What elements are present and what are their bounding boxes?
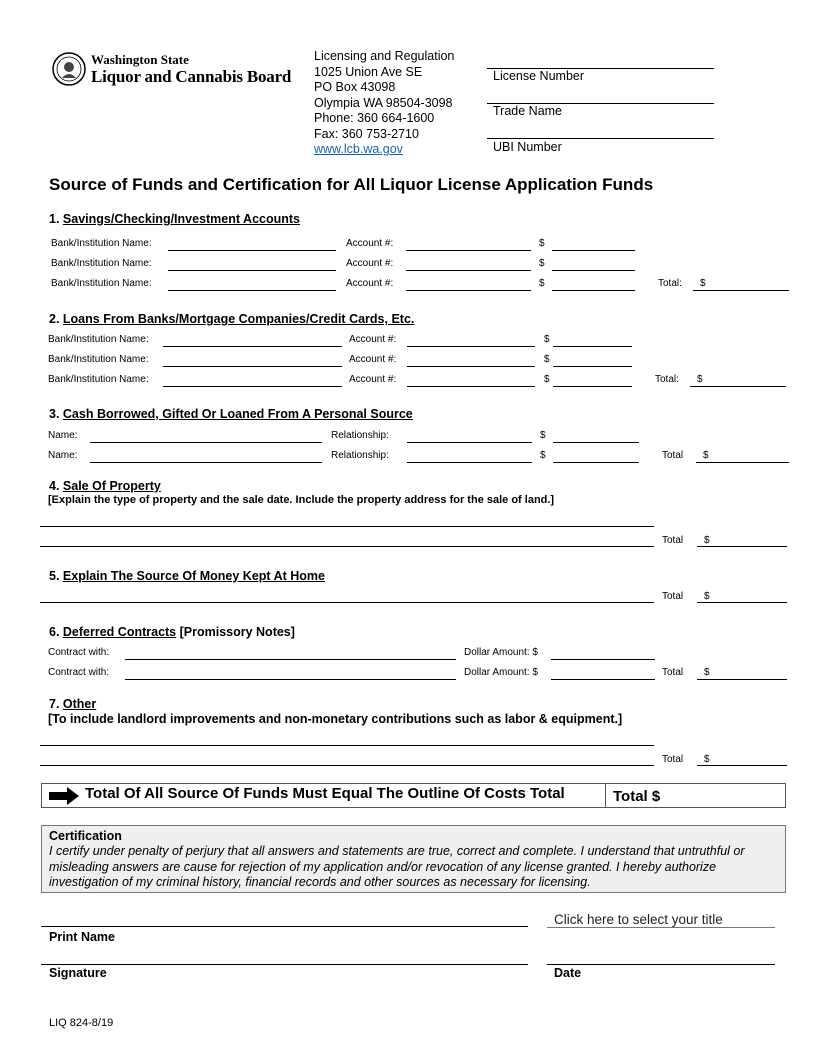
amount-input[interactable] bbox=[553, 372, 632, 387]
section-number: 6. bbox=[49, 625, 63, 639]
license-number-input[interactable] bbox=[487, 54, 714, 69]
total-label: Total: bbox=[658, 278, 682, 289]
dollar-label: $ bbox=[539, 238, 545, 249]
state-seal-icon bbox=[52, 52, 86, 86]
print-name-label: Print Name bbox=[49, 930, 115, 944]
amount-input[interactable] bbox=[552, 276, 635, 291]
dollar-label: $ bbox=[544, 374, 550, 385]
account-label: Account #: bbox=[346, 238, 394, 249]
property-description-input[interactable] bbox=[40, 532, 654, 547]
name-label: Name: bbox=[48, 430, 78, 441]
address-line: Olympia WA 98504-3098 bbox=[314, 95, 453, 110]
title-select-placeholder: Click here to select your title bbox=[554, 912, 723, 927]
name-label: Name: bbox=[48, 450, 78, 461]
dollar-label: $ bbox=[539, 278, 545, 289]
section-1-heading bbox=[49, 212, 300, 226]
section-3-heading bbox=[49, 407, 413, 421]
relationship-label: Relationship: bbox=[331, 450, 389, 461]
account-number-input[interactable] bbox=[406, 236, 531, 251]
dollar-amount-input[interactable] bbox=[551, 665, 655, 680]
contract-with-label: Contract with: bbox=[48, 667, 110, 678]
contract-with-input[interactable] bbox=[125, 665, 456, 680]
amount-input[interactable] bbox=[552, 236, 635, 251]
logo-line1: Washington State bbox=[91, 52, 189, 67]
section-6-total-input[interactable] bbox=[697, 665, 787, 680]
address-line: Fax: 360 753-2710 bbox=[314, 126, 419, 141]
website-link[interactable]: www.lcb.wa.gov bbox=[314, 142, 403, 156]
amount-input[interactable] bbox=[553, 448, 639, 463]
section-4-heading bbox=[49, 479, 161, 493]
section-number: 1. bbox=[49, 212, 63, 226]
date-label: Date bbox=[554, 966, 582, 980]
print-name-input[interactable] bbox=[41, 912, 528, 927]
account-label: Account #: bbox=[349, 354, 397, 365]
bank-name-input[interactable] bbox=[168, 236, 336, 251]
section-number: 3. bbox=[49, 407, 63, 421]
lender-name-input[interactable] bbox=[90, 428, 322, 443]
section-number: 4. bbox=[49, 479, 63, 493]
bank-label: Bank/Institution Name: bbox=[48, 354, 149, 365]
certification-text: I certify under penalty of perjury that all answers and statements are true, correct and complete. I understand that untruthful or misleading answers are cause for rejection of my application and/or revocation of any license granted. I hereby authorize investigation of my criminal history, financial records and other sources as necessary for licensing. bbox=[49, 844, 745, 889]
section-number: 5. bbox=[49, 569, 63, 583]
section-7-total-input[interactable] bbox=[697, 751, 787, 766]
address-line: Phone: 360 664-1600 bbox=[314, 111, 435, 125]
account-label: Account #: bbox=[346, 258, 394, 269]
total-dollar-label: $ bbox=[697, 374, 703, 385]
account-number-input[interactable] bbox=[407, 372, 535, 387]
trade-name-input[interactable] bbox=[487, 89, 714, 104]
section-2-heading bbox=[49, 312, 414, 326]
ubi-number-label: UBI Number bbox=[493, 140, 562, 154]
date-input[interactable] bbox=[547, 950, 775, 965]
section-number: 2. bbox=[49, 312, 63, 326]
bank-name-input[interactable] bbox=[163, 332, 342, 347]
property-description-input[interactable] bbox=[40, 512, 654, 527]
grand-total-label: Total $ bbox=[613, 788, 661, 805]
money-at-home-input[interactable] bbox=[40, 588, 654, 603]
contract-with-label: Contract with: bbox=[48, 647, 110, 658]
dollar-label: $ bbox=[544, 354, 550, 365]
section-2-total-input[interactable] bbox=[690, 372, 786, 387]
address-line: Licensing and Regulation bbox=[314, 49, 455, 63]
dollar-amount-input[interactable] bbox=[551, 645, 655, 660]
bank-label: Bank/Institution Name: bbox=[48, 374, 149, 385]
total-dollar-label: $ bbox=[700, 278, 706, 289]
section-4-note: [Explain the type of property and the sale date. Include the property address for the sale of land.] bbox=[48, 494, 555, 506]
total-label: Total bbox=[662, 591, 684, 602]
amount-input[interactable] bbox=[553, 352, 632, 367]
relationship-input[interactable] bbox=[407, 428, 532, 443]
section-title: Cash Borrowed, Gifted Or Loaned From A Personal Source bbox=[62, 407, 413, 421]
section-number: 7. bbox=[49, 697, 63, 711]
grand-total-input[interactable] bbox=[667, 788, 777, 802]
license-number-label: License Number bbox=[493, 69, 585, 83]
total-label: Total bbox=[662, 754, 684, 765]
logo bbox=[52, 52, 292, 88]
agency-address bbox=[314, 49, 454, 158]
total-label: Total: bbox=[655, 374, 679, 385]
amount-input[interactable] bbox=[552, 256, 635, 271]
account-label: Account #: bbox=[346, 278, 394, 289]
section-title: Other bbox=[62, 697, 97, 711]
section-title: Savings/Checking/Investment Accounts bbox=[62, 212, 301, 226]
total-dollar-label: $ bbox=[704, 591, 710, 602]
account-number-input[interactable] bbox=[407, 332, 535, 347]
total-label: Total bbox=[662, 450, 684, 461]
form-id: LIQ 824-8/19 bbox=[49, 1017, 114, 1029]
dollar-amount-label: Dollar Amount: $ bbox=[464, 647, 538, 658]
total-label: Total bbox=[662, 667, 684, 678]
account-number-input[interactable] bbox=[407, 352, 535, 367]
signature-label: Signature bbox=[49, 966, 107, 980]
section-7-note: [To include landlord improvements and non-monetary contributions such as labor & equipment.] bbox=[48, 712, 623, 726]
dollar-label: $ bbox=[540, 430, 546, 441]
bank-label: Bank/Institution Name: bbox=[51, 278, 152, 289]
bank-label: Bank/Institution Name: bbox=[48, 334, 149, 345]
other-source-input[interactable] bbox=[40, 751, 654, 766]
dollar-amount-label: Dollar Amount: $ bbox=[464, 667, 538, 678]
section-5-total-input[interactable] bbox=[697, 588, 787, 603]
bank-name-input[interactable] bbox=[168, 276, 336, 291]
contract-with-input[interactable] bbox=[125, 645, 456, 660]
section-title: Sale Of Property bbox=[62, 479, 161, 493]
lender-name-input[interactable] bbox=[90, 448, 322, 463]
relationship-label: Relationship: bbox=[331, 430, 389, 441]
page-title: Source of Funds and Certification for All Liquor License Application Funds bbox=[49, 175, 654, 194]
dollar-label: $ bbox=[544, 334, 550, 345]
dollar-label: $ bbox=[539, 258, 545, 269]
section-title: Explain The Source Of Money Kept At Home bbox=[62, 569, 325, 583]
total-label: Total bbox=[662, 535, 684, 546]
address-line: 1025 Union Ave SE bbox=[314, 64, 423, 79]
grand-total-instruction: Total Of All Source Of Funds Must Equal The Outline Of Costs Total bbox=[85, 785, 565, 802]
bank-label: Bank/Institution Name: bbox=[51, 238, 152, 249]
grand-total-divider bbox=[605, 784, 606, 807]
section-title: Loans From Banks/Mortgage Companies/Credit Cards, Etc. bbox=[62, 312, 415, 326]
certification-box bbox=[41, 825, 786, 893]
signature-input[interactable] bbox=[41, 950, 528, 965]
account-label: Account #: bbox=[349, 334, 397, 345]
section-6-heading bbox=[49, 625, 295, 639]
address-line: PO Box 43098 bbox=[314, 80, 396, 94]
account-number-input[interactable] bbox=[406, 276, 531, 291]
section-3-total-input[interactable] bbox=[696, 448, 789, 463]
section-title: Deferred Contracts bbox=[62, 625, 177, 639]
bank-name-input[interactable] bbox=[163, 372, 342, 387]
section-4-total-input[interactable] bbox=[697, 532, 787, 547]
title-select[interactable] bbox=[547, 911, 775, 928]
total-dollar-label: $ bbox=[704, 535, 710, 546]
trade-name-label: Trade Name bbox=[493, 104, 563, 118]
certification-heading: Certification bbox=[49, 829, 122, 843]
grand-total-box bbox=[41, 783, 786, 808]
total-dollar-label: $ bbox=[703, 450, 709, 461]
section-7-heading bbox=[49, 697, 96, 711]
amount-input[interactable] bbox=[553, 428, 639, 443]
bank-name-input[interactable] bbox=[168, 256, 336, 271]
account-label: Account #: bbox=[349, 374, 397, 385]
account-number-input[interactable] bbox=[406, 256, 531, 271]
amount-input[interactable] bbox=[553, 332, 632, 347]
total-dollar-label: $ bbox=[704, 754, 710, 765]
other-source-input[interactable] bbox=[40, 731, 654, 746]
ubi-number-input[interactable] bbox=[487, 124, 714, 139]
section-1-total-input[interactable] bbox=[693, 276, 789, 291]
dollar-label: $ bbox=[540, 450, 546, 461]
bank-label: Bank/Institution Name: bbox=[51, 258, 152, 269]
logo-line2: Liquor and Cannabis Board bbox=[91, 67, 292, 86]
relationship-input[interactable] bbox=[407, 448, 532, 463]
bank-name-input[interactable] bbox=[163, 352, 342, 367]
arrow-right-icon bbox=[49, 787, 79, 805]
total-dollar-label: $ bbox=[704, 667, 710, 678]
section-5-heading bbox=[49, 569, 325, 583]
section-suffix: [Promissory Notes] bbox=[176, 625, 295, 639]
